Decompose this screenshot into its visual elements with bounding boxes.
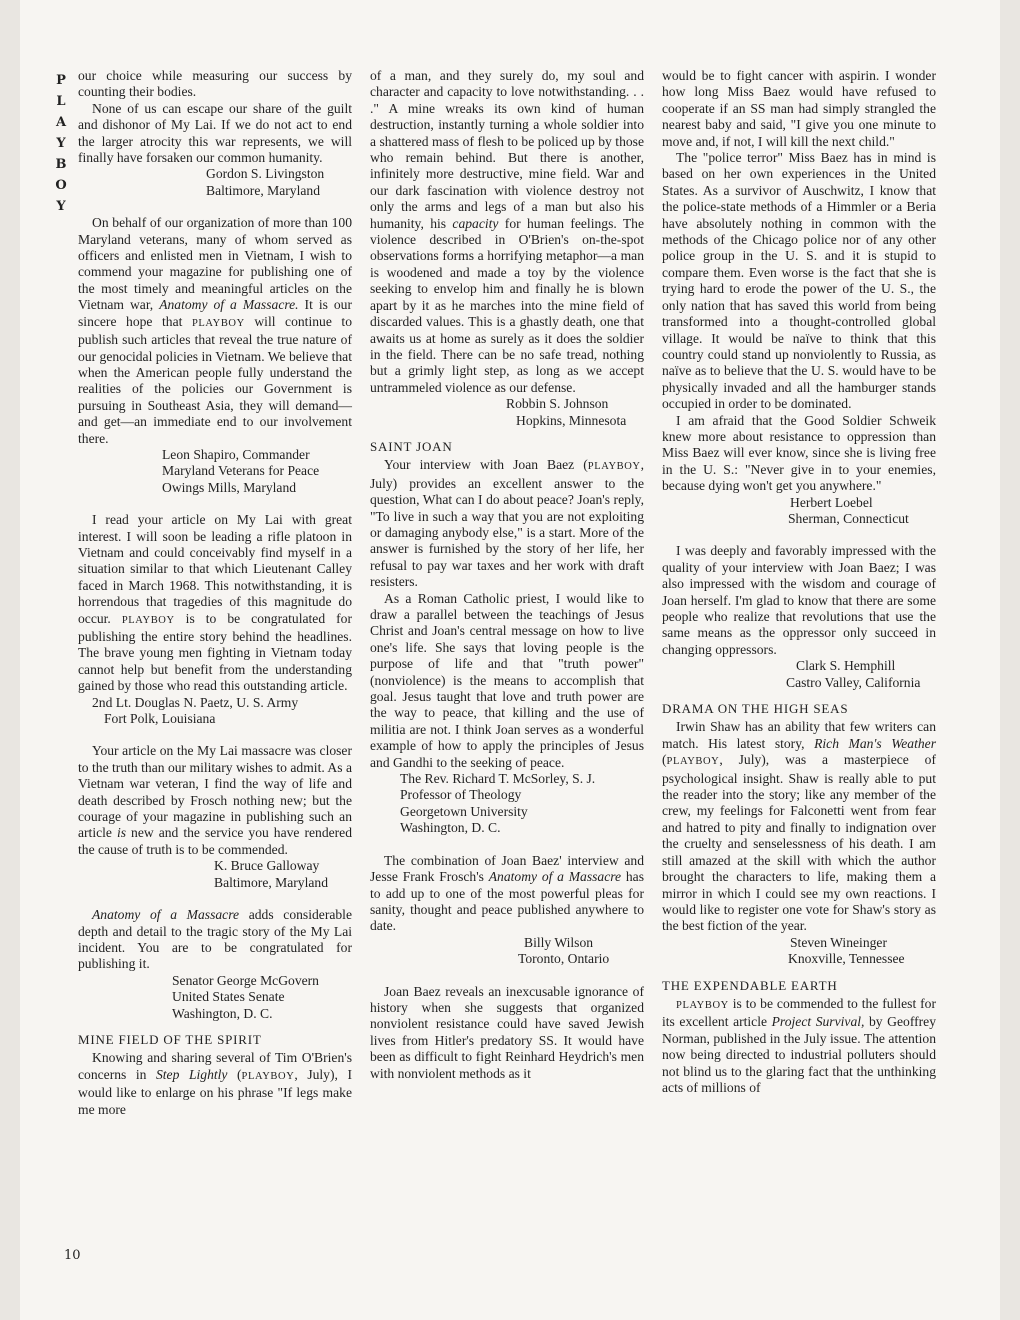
signature-line: Professor of Theology <box>400 787 522 803</box>
letter-signature <box>662 935 936 968</box>
signature-line: Sherman, Connecticut <box>788 510 909 526</box>
magazine-page <box>20 0 1000 1320</box>
signature-line: Owings Mills, Maryland <box>162 479 297 495</box>
letter-signature <box>370 771 644 837</box>
letter-signature <box>78 447 352 496</box>
letter-paragraph: Your article on the My Lai massacre was closer to the truth than our military wishes to admit. As a Vietnam war veteran, I find the way of life and death described by Frosch nothing new; but the courage of your magazine in publishing such an article is new and the service you have rendered the cause of truth is to be commended. <box>78 743 353 857</box>
signature-line: Clark S. Hemphill <box>796 658 896 674</box>
letter-paragraph: I read your article on My Lai with great interest. I will soon be leading a rifle platoon in Vietnam and could conceivably find myself in a situation similar to that which Lieutenant Calley faced in March 1968. This notwithstanding, it is horrendous that tragedies of this magnitude do occur. PLAYBOY is to be congratulated for publishing the entire story behind the headlines. The brave young men fighting in Vietnam today cannot help but benefit from the understanding gained by those who read this outstanding article. <box>78 512 352 694</box>
spacer <box>370 837 644 853</box>
spacer <box>78 891 352 907</box>
signature-line: Washington, D. C. <box>400 820 501 836</box>
masthead-letter: A <box>55 115 67 130</box>
section-heading: MINE FIELD OF THE SPIRIT <box>78 1031 262 1047</box>
spacer <box>78 199 352 215</box>
column-3 <box>662 68 936 1096</box>
signature-line: United States Senate <box>172 989 285 1005</box>
letter-paragraph: I am afraid that the Good Soldier Schweik knew more about resistance to oppression than Miss Baez will ever know, since she is living free in the U. S.: "Never give in to your enemies, because dying won't get you anywhere." <box>662 412 936 494</box>
letter-paragraph: Anatomy of a Massacre adds considerable depth and detail to the tragic story of the My Lai incident. You are to be congratulated for publishing it. <box>78 907 352 972</box>
masthead-letter: Y <box>56 199 66 214</box>
signature-line: Maryland Veterans for Peace <box>162 463 320 479</box>
masthead-letter: P <box>56 73 66 88</box>
signature-line: Georgetown University <box>400 803 528 819</box>
letter-paragraph: Joan Baez reveals an inexcusable ignorance of history when she suggests that organized nonviolent resistance could have saved Jewish lives from Hitler's predatory SS. It would have been as difficult to fight Reinhard Heydrich's men with nonviolent methods as it <box>370 983 644 1081</box>
signature-line: Hopkins, Minnesota <box>516 412 627 428</box>
letter-signature <box>78 695 352 728</box>
signature-line: Baltimore, Maryland <box>214 874 329 890</box>
signature-line: Baltimore, Maryland <box>206 182 321 198</box>
signature-line: Toronto, Ontario <box>518 951 610 967</box>
masthead-letter: L <box>56 94 66 109</box>
letter-paragraph: None of us can escape our share of the guilt and dishonor of My Lai. If we do not act to end the larger atrocity this war represents, we will finally have forsaken our common humanity. <box>78 100 352 166</box>
signature-line: Senator George McGovern <box>172 972 319 988</box>
signature-line: Billy Wilson <box>524 934 594 950</box>
signature-line: K. Bruce Galloway <box>214 858 320 874</box>
signature-line: 2nd Lt. Douglas N. Paetz, U. S. Army <box>92 694 299 710</box>
letter-paragraph: Your interview with Joan Baez (PLAYBOY, July) provides an excellent answer to the question, What can I do about peace? Joan's reply, "To live in such a way that you are not exploiting or damaging anybody else," is a start. More of the answer is furnished by the story of her life, her refusal to pay war taxes and her work with draft resisters. <box>370 457 644 590</box>
letter-signature <box>370 935 644 968</box>
playboy-vertical-masthead <box>50 70 72 217</box>
letter-paragraph: Irwin Shaw has an ability that few writers can match. His latest story, Rich Man's Weather (PLAYBOY, July), was a masterpiece of psychological insight. Shaw is really able to put the reader into the story; like any member of the crew, my feelings for Falconetti went from fear and hatred to pity and finally to indignation over the cruelty and senselessness of his death. I am still amazed at the skill with which the author brought the characters to life, making them a mirror in which I could see my own reactions. I would like to register one vote for Shaw's story as the best fiction of the year. <box>662 719 936 934</box>
letter-signature <box>662 495 936 528</box>
section-heading: DRAMA ON THE HIGH SEAS <box>662 701 849 717</box>
section-heading: SAINT JOAN <box>370 438 453 454</box>
letter-paragraph: As a Roman Catholic priest, I would like to draw a parallel between the teachings of Jesus Christ and Joan's central message on how to live one's life. She says that loving people is the purpose of life and that "truth power" (nonviolence) is the means to accomplish that goal. Jesus taught that love and truth power are the way to peace, that killing and the use of militia are not. I think Joan serves as a wonderful example of how to apply the principles of Jesus and Gandhi to the seeking of peace. <box>370 590 644 770</box>
signature-line: Fort Polk, Louisiana <box>104 711 216 727</box>
letter-signature <box>78 973 352 1022</box>
letter-paragraph: On behalf of our organization of more than 100 Maryland veterans, many of whom served as officers and enlisted men in Vietnam, I wish to commend your magazine for publishing one of the most timely and meaningful articles on the Vietnam war, Anatomy of a Massacre. It is our sincere hope that PLAYBOY will continue to publish such articles that reveal the true nature of our genocidal policies in Vietnam. We believe that when the American people fully understand the realities of the policies our Government is pursuing in Southeast Asia, they will demand—and get—an immediate end to our involvement there. <box>78 215 353 446</box>
letter-paragraph: I was deeply and favorably impressed with the quality of your interview with Joan Baez; I was also impressed with the wisdom and courage of Joan herself. I'm glad to know that there are some people who realize that revolutions that use the same means as the oppressor only succeed in changing oppressors. <box>662 543 936 657</box>
signature-line: Castro Valley, California <box>786 674 921 690</box>
spacer <box>78 727 352 743</box>
signature-line: Gordon S. Livingston <box>206 166 325 182</box>
letter-paragraph: The "police terror" Miss Baez has in mind is based on her own experiences in the United States. As a survivor of Auschwitz, I know that the police-state methods of a Himmler or a Beria have absolutely nothing in common with the methods of the Chicago police nor of any other police group in the U. S. and it is stupid to compare them. Even worse is the fact that she is trying hard to erode the power of the U. S., the only nation that has saved this world from being transformed into a thought-controlled global village. It would be naïve to think that this country could stand up nonviolently to Russia, as naïve as to believe that the U. S. would have to be physically invaded and all the hamburger stands occupied in order to be dominated. <box>662 150 936 412</box>
letter-signature <box>78 858 352 891</box>
signature-line: Robbin S. Johnson <box>506 396 609 412</box>
spacer <box>78 496 352 512</box>
signature-line: Knoxville, Tennessee <box>788 951 905 967</box>
signature-line: Steven Wineinger <box>790 934 887 950</box>
letter-paragraph: would be to fight cancer with aspirin. I wonder how long Miss Baez would have refused to cooperate if an SS man had simply strangled the nearest baby and said, "I give you one minute to move and, if not, I will kill the next child." <box>662 68 936 149</box>
column-1 <box>78 68 352 1118</box>
signature-line: Herbert Loebel <box>790 494 873 510</box>
letter-paragraph: Knowing and sharing several of Tim O'Brien's concerns in Step Lightly (PLAYBOY, July), I would like to enlarge on his phrase "If legs make me more <box>78 1050 352 1117</box>
letter-paragraph: PLAYBOY is to be commended to the fullest for its excellent article Project Survival, by Geoffrey Norman, published in the July issue. The attention now being directed to industrial polluters should not blind us to the glaring fact that the unthinking acts of millions of <box>662 995 936 1095</box>
spacer <box>370 968 644 984</box>
page-number: 10 <box>64 1248 81 1263</box>
letter-paragraph: our choice while measuring our success by counting their bodies. <box>78 68 352 100</box>
masthead-letter: O <box>55 178 67 193</box>
section-heading: THE EXPENDABLE EARTH <box>662 977 838 993</box>
spacer <box>662 527 936 543</box>
letter-signature <box>662 658 936 691</box>
signature-line: The Rev. Richard T. McSorley, S. J. <box>400 771 596 787</box>
letter-signature <box>370 396 644 429</box>
masthead-letter: Y <box>56 136 66 151</box>
letter-paragraph: of a man, and they surely do, my soul and character and capacity to love notwithstanding. . . ." A mine wreaks its own kind of human destruction, instantly turning a whole soldier into a shattered mass of flesh to be policed up by those who remain behind. But there is another, infinitely more destructive, mine field. War and our dark fascination with violence destroy not only the arms and legs of a man but also his humanity, his capacity for human feelings. The violence described in O'Brien's on-the-spot observations forms a horrifying metaphor—a man is woodened and made a toy by the violence seeking to envelop him and finally he is blown apart by it as he marches into the mine field of discarded values. This is a ghastly death, one that awaits us at home as surely as it does the soldier in the field. There can be no safe tread, nothing but a grimly light step, as long as we accept untrammeled violence as our defense. <box>370 68 644 395</box>
letter-signature <box>78 166 352 199</box>
letter-paragraph: The combination of Joan Baez' interview and Jesse Frank Frosch's Anatomy of a Massacre has to add up to one of the most powerful pleas for sanity, thought and peace published anywhere to date. <box>370 852 644 934</box>
masthead-letter: B <box>55 157 67 172</box>
column-2 <box>370 68 644 1082</box>
signature-line: Washington, D. C. <box>172 1005 273 1021</box>
signature-line: Leon Shapiro, Commander <box>162 446 310 462</box>
